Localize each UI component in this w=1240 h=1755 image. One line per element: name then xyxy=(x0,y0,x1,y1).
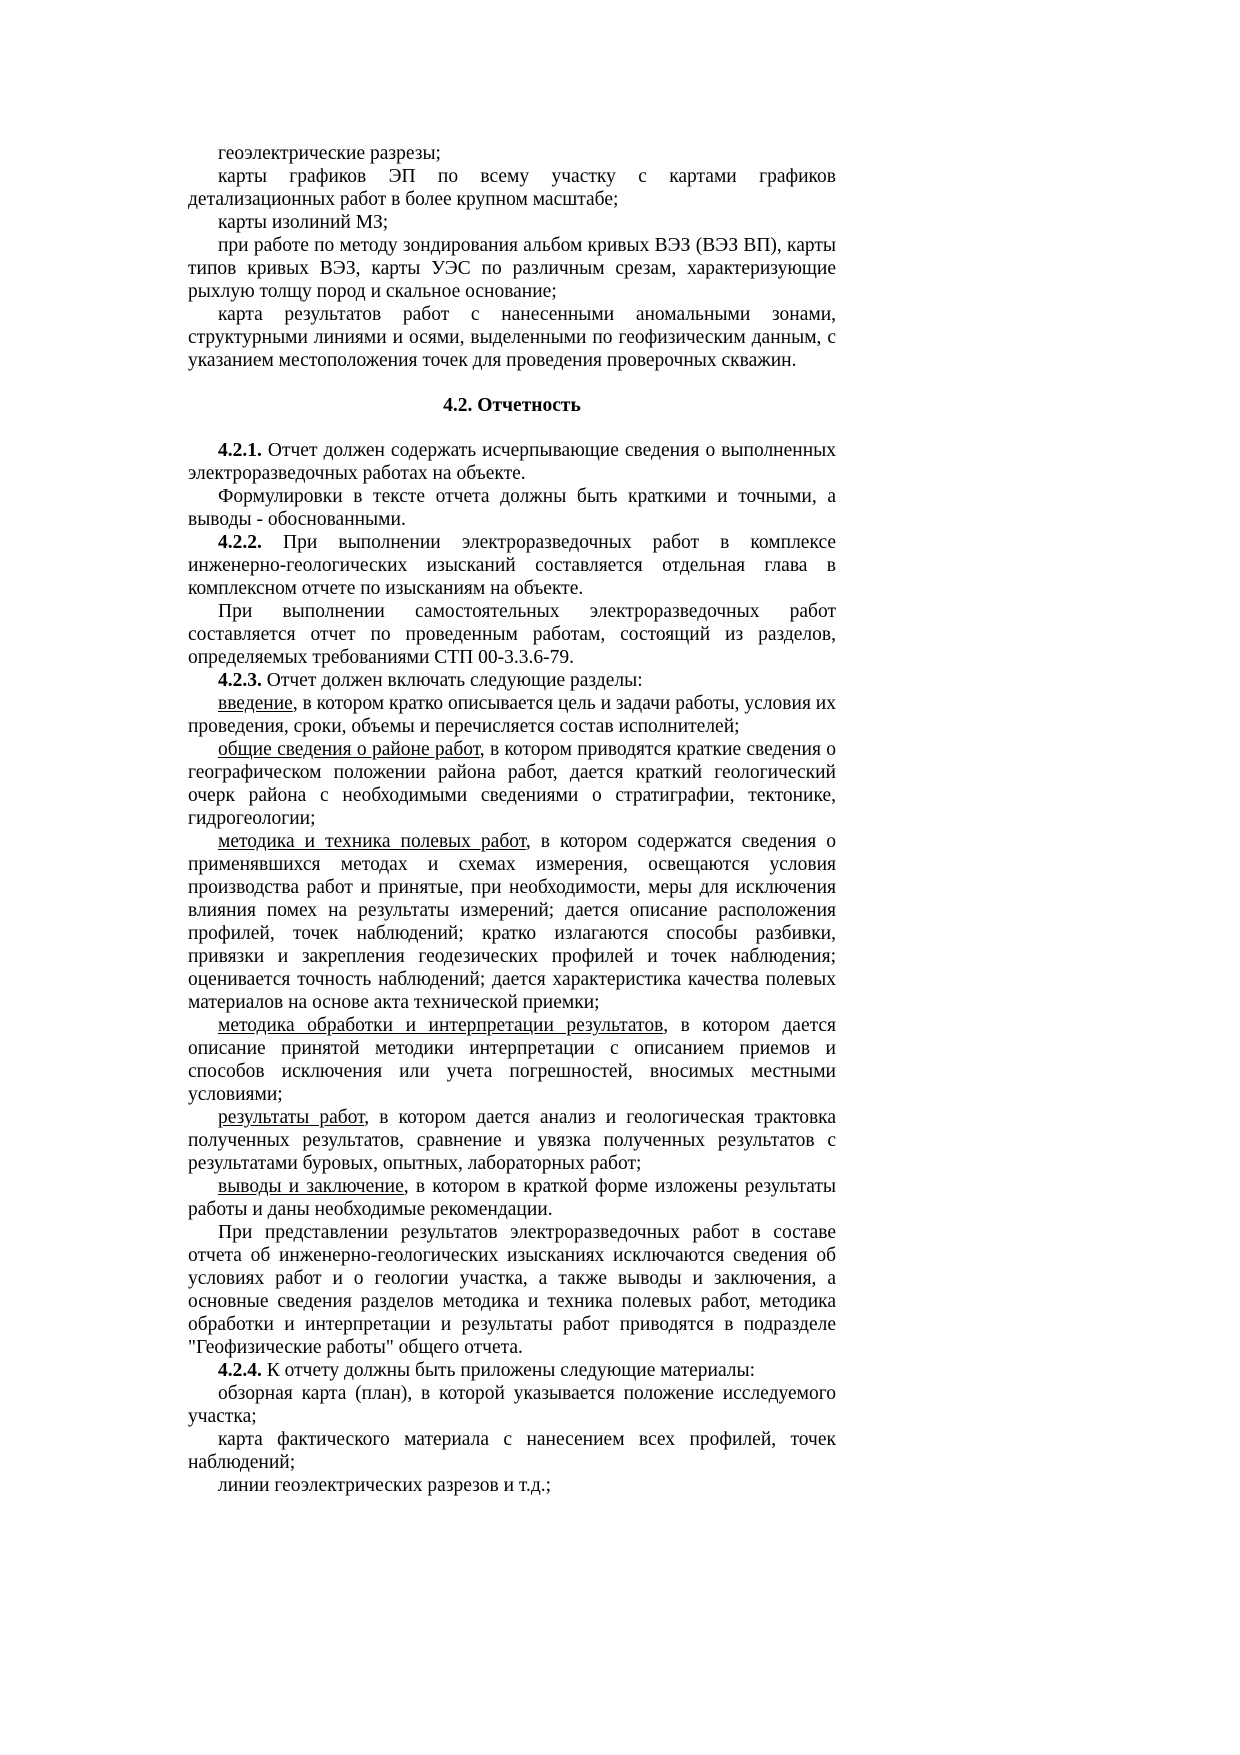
clause-number: 4.2.4. xyxy=(218,1360,262,1381)
clause-4-2-3 xyxy=(188,669,836,692)
paragraph: При представлении результатов электроразведочных работ в составе отчета об инженерно-геологических изысканиях исключаются сведения об условиях работ и о геологии участка, а также выводы и заключения, а основные сведения разделов методика и техника полевых работ, методика обработки и интерпретации и результаты работ приводятся в подразделе "Геофизические работы" общего отчета. xyxy=(188,1222,836,1358)
report-section-item xyxy=(188,1014,836,1106)
list-item: карта результатов работ с нанесенными аномальными зонами, структурными линиями и осями, выделенными по геофизическим данным, с указанием местоположения точек для проведения проверочных скважин. xyxy=(188,304,836,371)
clause-number: 4.2.2. xyxy=(218,532,262,553)
section-description: , в котором дается описание принятой методики интерпретации с описанием приемов и способов исключения или учета погрешностей, вносимых местными условиями; xyxy=(188,1015,836,1105)
section-description: , в котором кратко описывается цель и задачи работы, условия их проведения, сроки, объемы и перечисляется состав исполнителей; xyxy=(188,693,836,737)
paragraph: Формулировки в тексте отчета должны быть краткими и точными, а выводы - обоснованными. xyxy=(188,486,836,530)
report-section-item xyxy=(188,1175,836,1221)
list-item: линии геоэлектрических разрезов и т.д.; xyxy=(218,1475,552,1496)
section-term: методика и техника полевых работ xyxy=(218,831,526,852)
section-term: выводы и заключение xyxy=(218,1176,404,1197)
report-section-item xyxy=(188,738,836,830)
list-item: карта фактического материала с нанесением всех профилей, точек наблюдений; xyxy=(188,1429,836,1473)
section-description: , в котором приводятся краткие сведения о географическом положении района работ, дается краткий геологический очерк района с необходимыми сведениями о стратиграфии, тектонике, гидрогеологии; xyxy=(188,739,836,829)
clause-text: При выполнении электроразведочных работ в комплексе инженерно-геологических изысканий составляется отдельная глава в комплексном отчете по изысканиям на объекте. xyxy=(188,532,836,599)
section-term: результаты работ xyxy=(218,1107,365,1128)
paragraph: При выполнении самостоятельных электроразведочных работ составляется отчет по проведенным работам, состоящий из разделов, определяемых требованиями СТП 00-3.3.6-79. xyxy=(188,601,836,668)
document-page xyxy=(188,142,836,1497)
list-item: карты изолиний МЗ; xyxy=(218,212,389,233)
clause-text: К отчету должны быть приложены следующие материалы: xyxy=(261,1360,756,1381)
section-term: введение xyxy=(218,693,293,714)
report-section-item xyxy=(188,692,836,738)
section-title: 4.2. Отчетность xyxy=(443,395,581,416)
clause-text: Отчет должен содержать исчерпывающие сведения о выполненных электроразведочных работах на объекте. xyxy=(188,440,836,484)
list-item: геоэлектрические разрезы; xyxy=(218,143,441,164)
list-item: карты графиков ЭП по всему участку с картами графиков детализационных работ в более крупном масштабе; xyxy=(188,166,836,210)
list-item: обзорная карта (план), в которой указывается положение исследуемого участка; xyxy=(188,1383,836,1427)
list-item: при работе по методу зондирования альбом кривых ВЭЗ (ВЭЗ ВП), карты типов кривых ВЭЗ, карты УЭС по различным срезам, характеризующие рыхлую толщу пород и скальное основание; xyxy=(188,235,836,302)
clause-number: 4.2.3. xyxy=(218,670,262,691)
report-section-item xyxy=(188,1106,836,1175)
section-description: , в котором в краткой форме изложены результаты работы и даны необходимые рекомендации. xyxy=(188,1176,837,1220)
clause-number: 4.2.1. xyxy=(218,440,262,461)
section-description: , в котором дается анализ и геологическая трактовка полученных результатов, сравнение и увязка полученных результатов с результатами буровых, опытных, лабораторных работ; xyxy=(188,1107,836,1174)
clause-4-2-2 xyxy=(188,531,836,600)
clause-text: Отчет должен включать следующие разделы: xyxy=(261,670,643,691)
section-term: методика обработки и интерпретации результатов xyxy=(218,1015,664,1036)
report-section-item xyxy=(188,830,836,1014)
clause-4-2-4 xyxy=(188,1359,836,1382)
section-term: общие сведения о районе работ xyxy=(218,739,480,760)
section-description: , в котором содержатся сведения о применявшихся методах и схемах измерения, освещаются условия производства работ и принятые, при необходимости, меры для исключения влияния помех на результаты измерений; дается описание расположения профилей, точек наблюдений; кратко излагаются способы разбивки, привязки и закрепления геодезических профилей и точек наблюдения; оценивается точность наблюдений; дается характеристика качества полевых материалов на основе акта технической приемки; xyxy=(188,831,836,1013)
clause-4-2-1 xyxy=(188,439,836,485)
